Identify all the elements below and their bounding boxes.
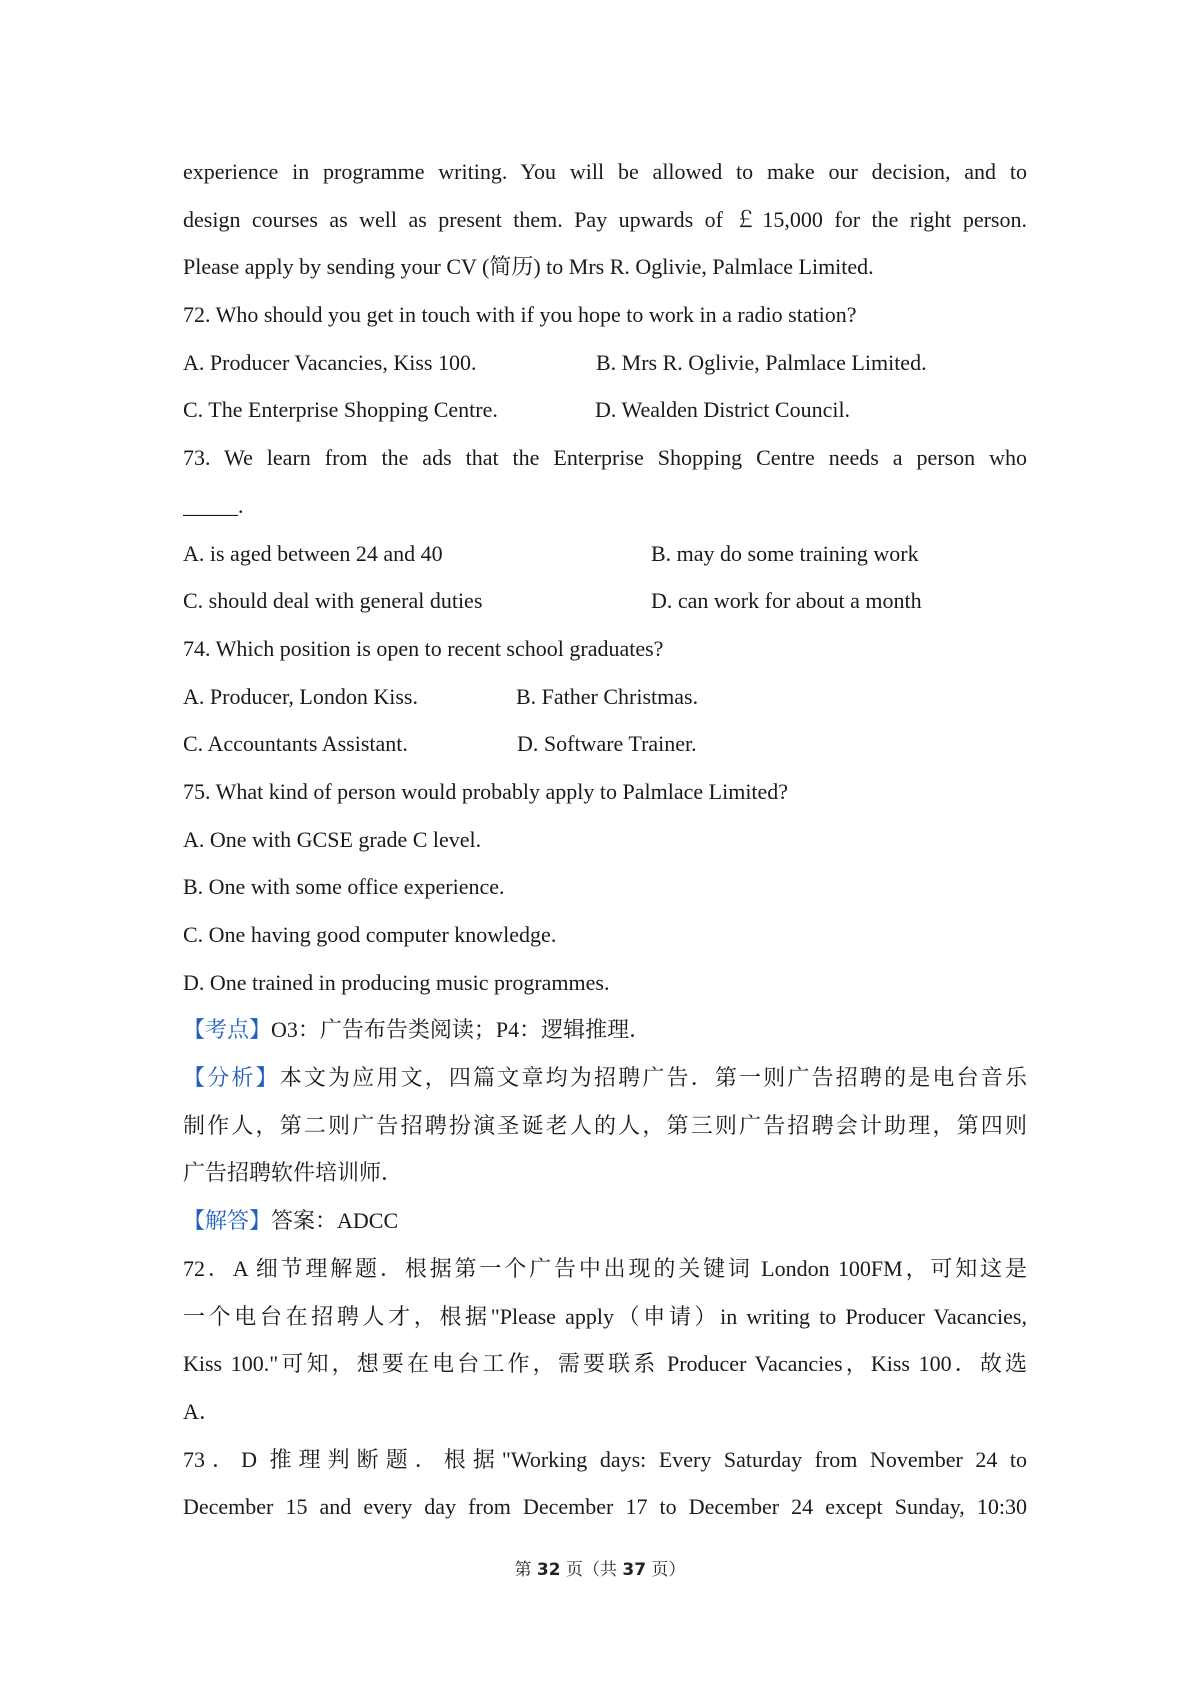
footer-prefix: 第 bbox=[514, 1560, 537, 1580]
option-b: B. One with some office experience. bbox=[183, 874, 505, 900]
kaodian-line bbox=[183, 1006, 1027, 1054]
explanation-72-line: A． bbox=[183, 1398, 221, 1424]
question-74-options-cd bbox=[183, 720, 1027, 768]
option-c: C. The Enterprise Shopping Centre. bbox=[183, 397, 498, 423]
question-74-options-ab bbox=[183, 673, 1027, 721]
kaodian-text: O3：广告布告类阅读；P4：逻辑推理． bbox=[271, 1017, 652, 1043]
explanation-72-line: 72．A 细节理解题．根据第一个广告中出现的关键词 London 100FM，可知这是 bbox=[183, 1255, 1027, 1281]
option-a: A. One with GCSE grade C level. bbox=[183, 826, 482, 852]
question-72: 72. Who should you get in touch with if you hope to work in a radio station? bbox=[183, 302, 857, 328]
jieda-text: 答案：ADCC bbox=[271, 1208, 399, 1234]
question-73: 73. We learn from the ads that the Enterprise Shopping Centre needs a person who bbox=[183, 445, 1027, 471]
fenxi-text: 本文为应用文，四篇文章均为招聘广告．第一则广告招聘的是电台音乐 bbox=[279, 1065, 1027, 1091]
option-c: C. Accountants Assistant. bbox=[183, 731, 408, 757]
page-number: 32 bbox=[536, 1560, 561, 1580]
question-74: 74. Which position is open to recent school graduates? bbox=[183, 635, 664, 661]
passage-line: design courses as well as present them. Pay upwards of ￡15,000 for the right person. bbox=[183, 206, 1027, 232]
option-a: A. Producer, London Kiss. bbox=[183, 683, 418, 709]
question-73-blank: _____. bbox=[183, 492, 244, 518]
page-footer bbox=[0, 1555, 1200, 1580]
total-pages: 37 bbox=[622, 1560, 647, 1580]
explanation-73-line: 73．D 推理判断题．根据"Working days: Every Saturday from November 24 to bbox=[183, 1446, 1027, 1472]
option-d: D. One trained in producing music programmes. bbox=[183, 969, 610, 995]
passage-line: experience in programme writing. You will be allowed to make our decision, and to bbox=[183, 159, 1027, 184]
fenxi-line: 广告招聘软件培训师． bbox=[183, 1160, 404, 1186]
option-d: D. Wealden District Council. bbox=[595, 397, 851, 423]
option-c: C. should deal with general duties bbox=[183, 588, 483, 614]
option-a: A. is aged between 24 and 40 bbox=[183, 540, 443, 566]
kaodian-tag: 【考点】 bbox=[183, 1017, 272, 1043]
option-d: D. can work for about a month bbox=[651, 588, 922, 614]
jieda-tag: 【解答】 bbox=[183, 1208, 272, 1234]
option-c: C. One having good computer knowledge. bbox=[183, 922, 557, 947]
explanation-72-line: Kiss 100."可知，想要在电台工作，需要联系 Producer Vacancies，Kiss 100．故选 bbox=[183, 1351, 1027, 1377]
fenxi-tag: 【分析】 bbox=[183, 1065, 280, 1091]
option-d: D. Software Trainer. bbox=[517, 731, 697, 757]
question-72-options-ab bbox=[183, 339, 1027, 387]
question-73-options-ab bbox=[183, 530, 1027, 578]
fenxi-line: 制作人，第二则广告招聘扮演圣诞老人的人，第三则广告招聘会计助理，第四则 bbox=[183, 1112, 1027, 1138]
passage-line: Please apply by sending your CV (简历) to Mrs R. Oglivie, Palmlace Limited. bbox=[183, 254, 874, 280]
option-a: A. Producer Vacancies, Kiss 100. bbox=[183, 349, 477, 375]
fenxi-line bbox=[183, 1054, 1027, 1102]
explanation-73-line: December 15 and every day from December 17 to December 24 except Sunday, 10:30 bbox=[183, 1494, 1027, 1520]
page-content bbox=[183, 148, 1027, 1531]
option-b: B. Mrs R. Oglivie, Palmlace Limited. bbox=[596, 349, 927, 375]
explanation-72-line: 一个电台在招聘人才，根据"Please apply（申请）in writing to Producer Vacancies, bbox=[183, 1303, 1027, 1329]
option-b: B. may do some training work bbox=[651, 540, 919, 566]
jieda-line bbox=[183, 1197, 1027, 1245]
footer-suffix: 页） bbox=[646, 1560, 686, 1580]
footer-middle: 页（共 bbox=[560, 1560, 623, 1580]
question-75: 75. What kind of person would probably apply to Palmlace Limited? bbox=[183, 778, 789, 804]
question-72-options-cd bbox=[183, 386, 1027, 434]
question-73-options-cd bbox=[183, 577, 1027, 625]
option-b: B. Father Christmas. bbox=[516, 683, 699, 709]
